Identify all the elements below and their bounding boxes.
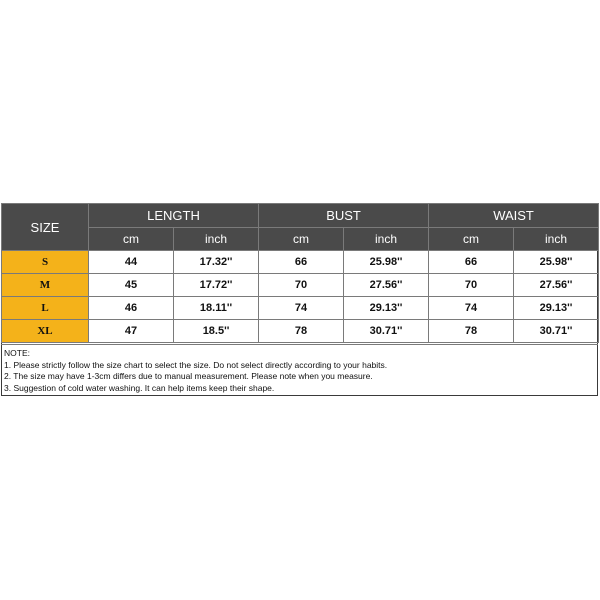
note-line: 2. The size may have 1-3cm differs due to manual measurement. Please note when you measure. (4, 371, 373, 381)
waist-cm-cell: 74 (429, 297, 514, 320)
waist-cm-cell: 70 (429, 274, 514, 297)
table-row (2, 251, 599, 274)
waist-inch-cell: 25.98'' (514, 251, 599, 274)
unit-header: cm (429, 228, 514, 251)
unit-header: cm (89, 228, 174, 251)
note-line: 3. Suggestion of cold water washing. It can help items keep their shape. (4, 382, 275, 393)
size-header: SIZE (2, 204, 89, 251)
note-line: 1. Please strictly follow the size chart to select the size. Do not select directly according to your habits. (4, 359, 388, 370)
length-cm-cell: 45 (89, 274, 174, 297)
waist-inch-cell: 27.56'' (514, 274, 599, 297)
waist-cm-cell: 66 (429, 251, 514, 274)
unit-header: inch (174, 228, 259, 251)
length-cm-cell: 44 (89, 251, 174, 274)
length-inch-cell: 17.72'' (174, 274, 259, 297)
length-cm-cell: 47 (89, 320, 174, 343)
table-row (2, 297, 599, 320)
bust-inch-cell: 25.98'' (344, 251, 429, 274)
bust-cm-cell: 74 (259, 297, 344, 320)
size-table (1, 203, 599, 343)
unit-header: cm (259, 228, 344, 251)
notes-section (1, 344, 598, 396)
bust-header: BUST (259, 204, 429, 228)
size-label: M (2, 274, 89, 297)
waist-header: WAIST (429, 204, 599, 228)
length-header: LENGTH (89, 204, 259, 228)
size-label: S (2, 251, 89, 274)
unit-header: inch (344, 228, 429, 251)
bust-inch-cell: 30.71'' (344, 320, 429, 343)
bust-cm-cell: 70 (259, 274, 344, 297)
bust-inch-cell: 29.13'' (344, 297, 429, 320)
size-label: XL (2, 320, 89, 343)
bust-inch-cell: 27.56'' (344, 274, 429, 297)
length-inch-cell: 18.5'' (174, 320, 259, 343)
bust-cm-cell: 66 (259, 251, 344, 274)
table-row (2, 274, 599, 297)
waist-cm-cell: 78 (429, 320, 514, 343)
length-inch-cell: 18.11'' (174, 297, 259, 320)
waist-inch-cell: 29.13'' (514, 297, 599, 320)
table-row (2, 320, 599, 343)
waist-inch-cell: 30.71'' (514, 320, 599, 343)
notes-title: NOTE: (4, 348, 30, 358)
bust-cm-cell: 78 (259, 320, 344, 343)
length-cm-cell: 46 (89, 297, 174, 320)
size-label: L (2, 297, 89, 320)
unit-header: inch (514, 228, 599, 251)
length-inch-cell: 17.32'' (174, 251, 259, 274)
